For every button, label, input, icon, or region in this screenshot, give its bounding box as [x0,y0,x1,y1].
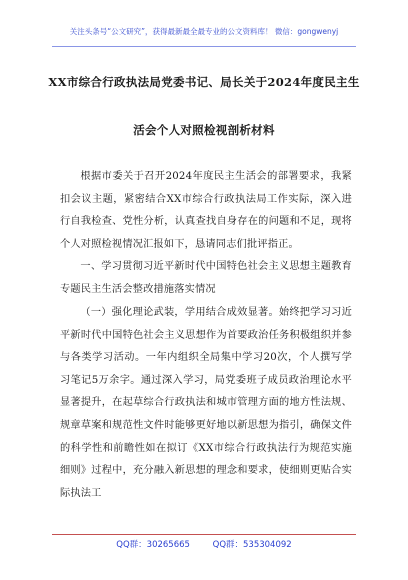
header-note: 关注头条号“公文研究”，获得最新最全最专业的公文资料库！ 微信：gongwenyj [69,27,339,36]
footer [0,538,408,550]
footer-qq-group-2: QQ群：535304092 [212,540,292,550]
document-title-line-2: 活会个人对照检视剖析材料 [133,123,275,137]
paragraph-subsection-1: （一）强化理论武装，学用结合成效显著。始终把学习习近平新时代中国特色社会主义思想作为首要政治任务积极组织并参与各类学习活动。一年内组织全局集中学习20次，个人撰写学习笔记5万余字。通过深入学习，局党委班子成员政治理论水平显著提升，在起草综合行政执法和城市管理方面的地方性法规、规章草案和规范性文件时能够更好地以新思想为指引，确保文件的科学性和前瞻性如在拟订《XX市综合行政执法行为规范实施细则》过程中，充分融入新思想的理念和要求，使细则更贴合实际执法工 [60,307,352,499]
section-heading-1: 一、学习贯彻习近平新时代中国特色社会主义思想主题教育专题民主生活会整改措施落实情况 [60,261,352,295]
header-divider [52,46,356,47]
document-title-line-1: XX市综合行政执法局党委书记、局长关于2024年度民主生 [48,75,360,89]
footer-qq-group-1: QQ群：30265665 [116,540,190,550]
paragraph-intro: 根据市委关于召开2024年度民主生活会的部署要求，我紧扣会议主题，紧密结合XX市综合行政执法局工作实际，深入进行自我检查、党性分析，认真查找自身存在的问题和不足，现将个人对照检视情况汇报如下，恳请同志们批评指正。 [60,171,352,250]
footer-divider [52,534,356,535]
